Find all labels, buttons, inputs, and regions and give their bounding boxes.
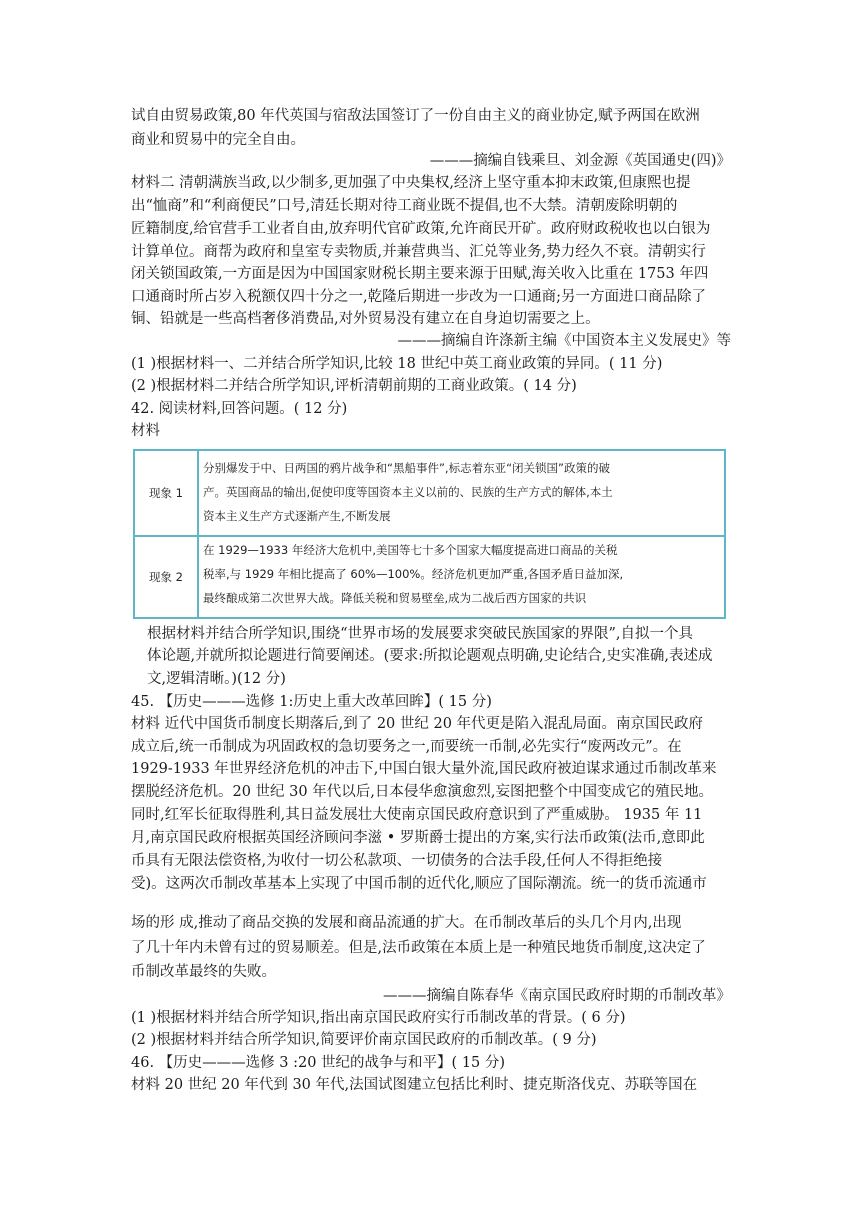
material-table (133, 449, 726, 619)
cell-line: 分别爆发于中、日两国的鸦片战争和“黑船事件”,标志着东亚“闭关锁国”政策的破 (203, 461, 610, 475)
text-line: 材料 近代中国货币制度长期落后,到了 20 世纪 20 年代更是陷入混乱局面。南京国民政府 (131, 716, 704, 732)
text-line: 文,逻辑清晰。)(12 分) (147, 671, 286, 687)
question-item: (1 )根据材料并结合所学知识,指出南京国民政府实行币制改革的背景。( 6 分) (131, 1010, 626, 1026)
text-line: 1929-1933 年世界经济危机的冲击下,中国白银大量外流,国民政府被迫谋求通过币制改革来 (131, 761, 717, 777)
text-line: 成立后,统一币制成为巩固政权的急切要务之一,而要统一币制,必先实行“废两改元”。在 (131, 739, 682, 755)
text-line: 计算单位。商帮为政府和皇室专卖物质,并兼营典当、汇兑等业务,势力经久不衰。清朝实行 (131, 244, 706, 260)
text-line: 场的形 成,推动了商品交换的发展和商品流通的扩大。在币制改革后的头几个月内,出现 (131, 915, 682, 931)
text-line: 根据材料并结合所学知识,围绕“世界市场的发展要求突破民族国家的界限”,自拟一个具 (147, 626, 694, 642)
text-line: 同时,红军长征取得胜利,其日益发展壮大使南京国民政府意识到了严重威胁。 1935 年 11 (131, 807, 703, 823)
question-heading: 42. 阅读材料,回答问题。( 12 分) (131, 401, 348, 417)
text-line: 了几十年内未曾有过的贸易顺差。但是,法币政策在本质上是一种殖民地货币制度,这决定了 (131, 940, 706, 956)
text-line: 口通商时所占岁入税额仅四十分之一,乾隆后期进一步改为一口通商;另一方面进口商品除了 (131, 289, 706, 305)
text-line: 受)。这两次币制改革基本上实现了中国币制的近代化,顺应了国际潮流。统一的货币流通市 (131, 876, 707, 892)
text-line: 材料二 清朝满族当政,以少制多,更加强了中央集权,经济上坚守重本抑末政策,但康熙也提 (131, 175, 691, 191)
row-label: 现象 1 (135, 451, 199, 535)
question-heading: 46. 【历史———选修 3 :20 世纪的战争与和平】( 15 分) (131, 1055, 506, 1071)
cell-line: 产。英国商品的输出,促使印度等国资本主义以前的、民族的生产方式的解体,本土 (203, 485, 613, 499)
source-citation: ———摘编自陈春华《南京国民政府时期的币制改革》 (383, 988, 731, 1004)
text-line: 月,南京国民政府根据英国经济顾问李滋 • 罗斯爵士提出的方案,实行法币政策(法币,意即此 (131, 830, 705, 846)
material-label: 材料 (131, 423, 160, 439)
question-item: (2 )根据材料并结合所学知识,简要评价南京国民政府的币制改革。( 9 分) (131, 1032, 597, 1048)
cell-line: 最终酿成第二次世界大战。降低关税和贸易壁垒,成为二战后西方国家的共识 (203, 591, 587, 605)
text-line: 摆脱经济危机。20 世纪 30 年代以后,日本侵华愈演愈烈,妄图把整个中国变成它的殖民地。 (131, 784, 713, 800)
question-item: (2 )根据材料二并结合所学知识,评析清朝前期的工商业政策。( 14 分) (131, 378, 577, 394)
cell-line: 资本主义生产方式逐渐产生,不断发展 (203, 509, 391, 523)
table-row (135, 537, 724, 617)
text-line: 出“恤商”和“利商便民”口号,清廷长期对待工商业既不提倡,也不大禁。清朝废除明朝的 (131, 198, 678, 214)
text-line: 币制改革最终的失败。 (131, 964, 276, 980)
cell-line: 在 1929—1933 年经济大危机中,美国等七十多个国家大幅度提高进口商品的关税 (203, 543, 618, 557)
question-heading: 45. 【历史———选修 1:历史上重大改革回眸】( 15 分) (131, 694, 492, 710)
text-line: 材料 20 世纪 20 年代到 30 年代,法国试图建立包括比利时、捷克斯洛伐克、苏联等国在 (131, 1077, 698, 1093)
source-citation: ———摘编自许涤新主编《中国资本主义发展史》等 (397, 333, 731, 349)
text-line: 币具有无限法偿资格,为收付一切公私款项、一切债务的合法手段,任何人不得拒绝接 (131, 853, 663, 869)
row-label: 现象 2 (135, 537, 199, 617)
cell-line: 税率,与 1929 年相比提高了 60%—100%。经济危机更加严重,各国矛盾日益加深, (203, 567, 624, 581)
text-line: 商业和贸易中的完全自由。 (131, 132, 305, 148)
text-line: 体论题,并就所拟论题进行简要阐述。(要求:所拟论题观点明确,史论结合,史实准确,表述成 (147, 648, 713, 664)
table-row (135, 451, 724, 537)
source-citation: ———摘编自钱乘旦、刘金源《英国通史(四)》 (429, 153, 731, 169)
text-line: 匠籍制度,给官营手工业者自由,放弃明代官矿政策,允许商民开矿。政府财政税收也以白银为 (131, 221, 711, 237)
text-line: 闭关锁国政策,一方面是因为中国国家财税长期主要来源于田赋,海关收入比重在 1753 年四 (131, 266, 709, 282)
question-item: (1 )根据材料一、二并结合所学知识,比较 18 世纪中英工商业政策的异同。( 11 分) (131, 356, 663, 372)
text-line: 铜、铅就是一些高档奢侈消费品,对外贸易没有建立在自身迫切需要之上。 (131, 311, 600, 327)
text-line: 试自由贸易政策,80 年代英国与宿敌法国签订了一份自由主义的商业协定,赋予两国在欧洲 (131, 108, 700, 124)
